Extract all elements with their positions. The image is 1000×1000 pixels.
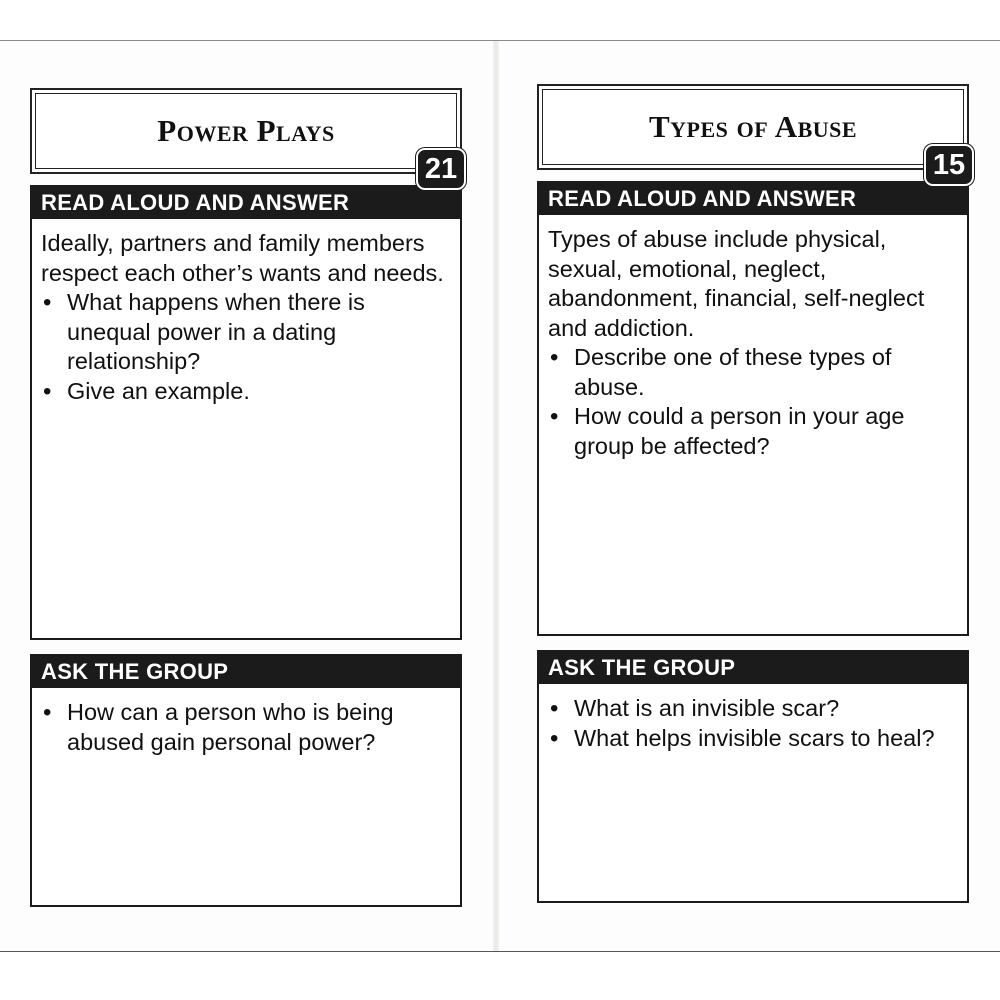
section-header: READ ALOUD AND ANSWER <box>32 187 460 219</box>
card-title-banner <box>537 84 969 170</box>
list-item: • Describe one of these types of abuse. <box>548 343 958 402</box>
prompt-text: Types of abuse include physical, sexual, emotional, neglect, abandonment, financial, self-neglect and addiction. <box>548 226 925 341</box>
list-item: • How can a person who is being abused gain personal power? <box>41 698 451 757</box>
section-header: ASK THE GROUP <box>539 652 967 684</box>
card-title-banner <box>30 88 462 174</box>
section-body <box>539 684 967 753</box>
question-list <box>548 694 958 753</box>
card-number-badge: 15 <box>924 144 974 186</box>
section-header: ASK THE GROUP <box>32 656 460 688</box>
list-item: • What helps invisible scars to heal? <box>548 724 958 754</box>
list-item: • Give an example. <box>41 377 451 407</box>
card-number-badge: 21 <box>416 148 466 190</box>
section-header: READ ALOUD AND ANSWER <box>539 183 967 215</box>
bottom-border-line <box>0 951 1000 952</box>
prompt-text: Ideally, partners and family members respect each other’s wants and needs. <box>41 230 444 286</box>
section-body <box>32 219 460 406</box>
list-item: • What happens when there is unequal power in a dating relationship? <box>41 288 451 377</box>
ask-group-section <box>30 654 462 907</box>
ask-group-section <box>537 650 969 903</box>
read-aloud-section <box>30 185 462 640</box>
card-title: Types of Abuse <box>648 109 858 144</box>
section-body <box>539 215 967 461</box>
card-title: Power Plays <box>157 113 335 148</box>
list-item: • How could a person in your age group be affected? <box>548 402 958 461</box>
question-list <box>41 288 451 406</box>
question-list <box>548 343 958 461</box>
section-body <box>32 688 460 757</box>
question-list <box>41 698 451 757</box>
list-item: • What is an invisible scar? <box>548 694 958 724</box>
read-aloud-section <box>537 181 969 636</box>
